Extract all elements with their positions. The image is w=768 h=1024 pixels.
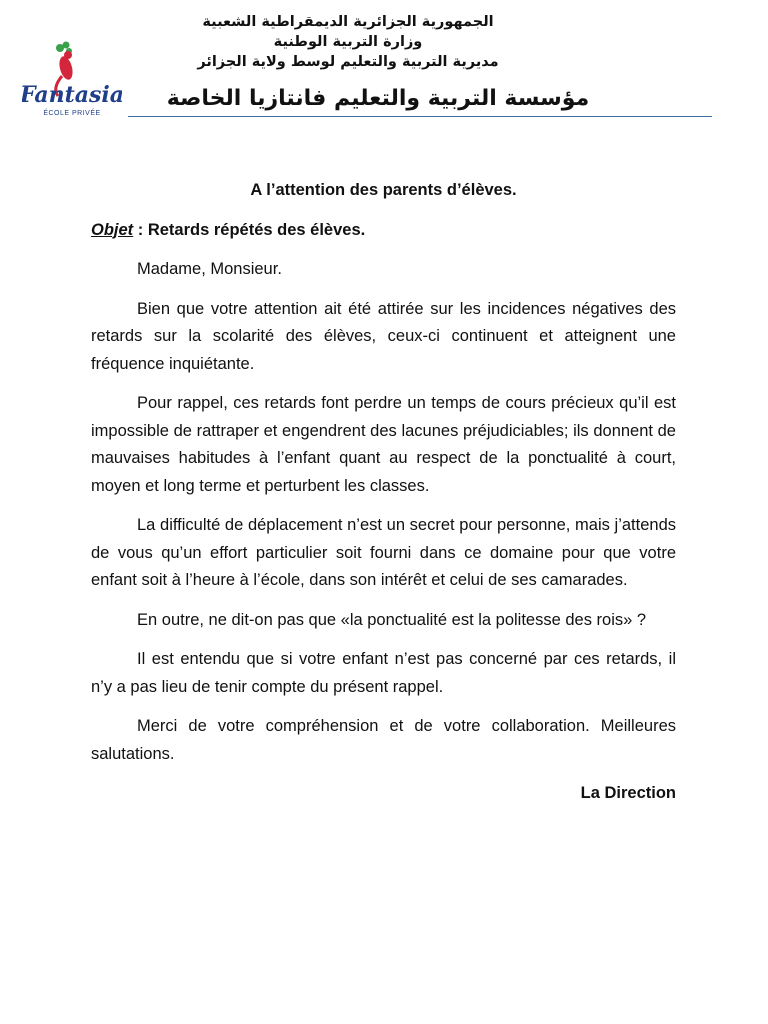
letter-paragraph: La difficulté de déplacement n’est un secret pour personne, mais j’attends de vous qu’un effort particulier soit fourni dans ce domaine pour que votre enfant soit à l’heure à l’école, dans son intérêt et celui de ses camarades. (91, 516, 676, 589)
logo-name: Fantasia (22, 82, 122, 108)
letter-object (91, 217, 676, 245)
letter-recipient: A l’attention des parents d’élèves. (250, 181, 517, 199)
letter-paragraph: En outre, ne dit-on pas que «la ponctualité est la politesse des rois» ? (137, 610, 647, 629)
letter-signature: La Direction (580, 784, 676, 802)
school-logo (22, 36, 122, 120)
letter-body (91, 177, 676, 808)
arabic-header (138, 12, 590, 111)
letter-paragraph: Il est entendu que si votre enfant n’est pas concerné par ces retards, il n’y a pas lieu de tenir compte du présent rappel. (91, 650, 676, 696)
logo-subtitle: ÉCOLE PRIVÉE (43, 110, 101, 117)
letter-salutation: Madame, Monsieur. (137, 260, 282, 278)
header-republic: الجمهورية الجزائرية الديمقراطية الشعبية (202, 14, 494, 30)
letter-paragraph: Pour rappel, ces retards font perdre un temps de cours précieux qu’il est impossible de rattraper et engendrent des lacunes préjudiciables; ils donnent de mauvaises habitudes à l’enfant quant au respect de la ponctualité à court, moyen et long terme et perturbent les classes. (91, 394, 676, 495)
object-label: Objet (91, 220, 134, 239)
object-text: Retards répétés des élèves. (147, 220, 366, 239)
object-separator: : (133, 220, 148, 239)
fantasia-logo-icon (22, 36, 122, 120)
letter-paragraph: Merci de votre compréhension et de votre collaboration. Meilleures salutations. (91, 717, 676, 763)
header-directorate: مديرية التربية والتعليم لوسط ولاية الجزائر (197, 54, 499, 70)
letter-paragraph: Bien que votre attention ait été attirée sur les incidences négatives des retards sur la scolarité des élèves, ceux-ci continuent et atteignent une fréquence inquiétante. (91, 299, 676, 373)
header-divider (128, 116, 712, 117)
header-school-name: مؤسسة التربية والتعليم فانتازيا الخاصة (166, 86, 590, 111)
header-ministry: وزارة التربية الوطنية (273, 34, 423, 50)
